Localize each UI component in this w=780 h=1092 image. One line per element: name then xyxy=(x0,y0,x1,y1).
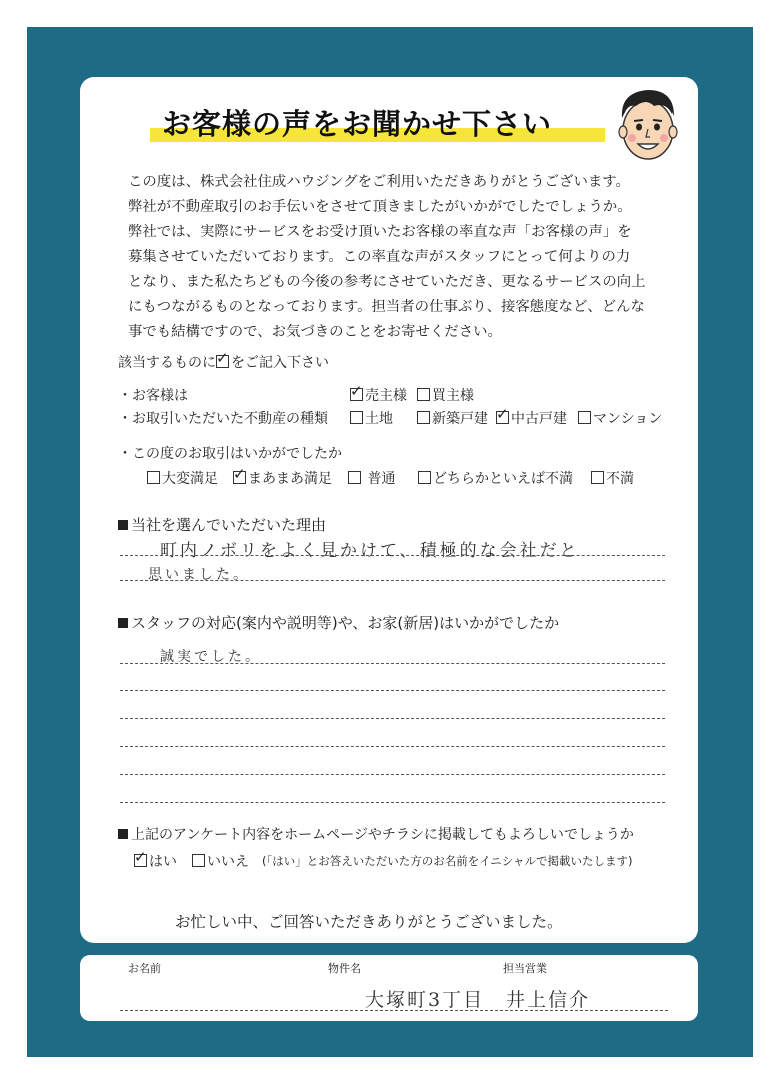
q1-heading xyxy=(118,514,326,535)
thanks-message: お忙しい中、ご回答いただきありがとうございました。 xyxy=(175,913,563,931)
option-no[interactable] xyxy=(192,851,249,871)
q3-heading xyxy=(118,824,634,844)
page-title: お客様の声をお聞かせ下さい xyxy=(162,107,553,141)
square-bullet-icon xyxy=(118,520,128,530)
staff-name-value: 井上信介 xyxy=(506,989,591,1011)
instruction xyxy=(118,352,329,372)
answer-line xyxy=(120,555,665,556)
option-label: 新築戸建 xyxy=(432,411,488,427)
option-label: 不満 xyxy=(606,471,634,487)
intro-line: となり、また私たちどもの今後の参考にさせていただき、更なるサービスの向上 xyxy=(128,274,646,290)
intro-line: この度は、株式会社住成ハウジングをご利用いただきありがとうございます。 xyxy=(128,174,630,190)
instruction-before: 該当するものに xyxy=(118,355,216,371)
satisfaction-label: ・この度のお取引はいかがでしたか xyxy=(118,446,342,462)
answer-line xyxy=(120,718,665,719)
intro-text xyxy=(128,170,688,345)
checkbox-new-house[interactable] xyxy=(417,411,430,424)
staff-label: 担当営業 xyxy=(503,962,547,975)
property-label: ・お取引いただいた不動産の種類 xyxy=(118,411,328,427)
answer-line xyxy=(120,580,665,581)
option-label: どちらかといえば不満 xyxy=(433,471,573,487)
q1-heading-text: 当社を選んでいただいた理由 xyxy=(131,516,327,534)
checkbox-normal[interactable] xyxy=(348,471,361,484)
option-dissatisfied[interactable] xyxy=(591,468,634,488)
checkbox-dissatisfied[interactable] xyxy=(591,471,604,484)
checkbox-no[interactable] xyxy=(192,854,205,867)
property-name-label: 物件名 xyxy=(328,962,361,975)
intro-line: にもつながるものとなっております。担当者の仕事ぶり、接客態度など、どんな xyxy=(128,299,645,315)
option-somewhat-dissatisfied[interactable] xyxy=(418,468,573,488)
mascot-face-icon xyxy=(608,84,688,166)
instruction-after: をご記入下さい xyxy=(231,355,329,371)
footer-line xyxy=(120,1010,668,1011)
option-very-satisfied[interactable] xyxy=(147,468,218,488)
answer-line xyxy=(120,746,665,747)
option-mansion[interactable] xyxy=(578,408,662,428)
customer-label: ・お客様は xyxy=(118,388,188,404)
intro-line: 弊社では、実際にサービスをお受け頂いたお客様の率直な声「お客様の声」を xyxy=(128,224,632,240)
checkbox-yes[interactable] xyxy=(134,854,147,867)
option-label: 土地 xyxy=(365,411,393,427)
q2-heading xyxy=(118,612,559,633)
checkbox-sample-icon xyxy=(216,355,229,368)
q2-answer: 誠実でした。 xyxy=(160,649,262,665)
square-bullet-icon xyxy=(118,618,128,628)
answer-line xyxy=(120,802,665,803)
answer-line xyxy=(120,663,665,664)
checkbox-buyer[interactable] xyxy=(417,388,430,401)
q2-heading-text: スタッフの対応(案内や説明等)や、お家(新居)はいかがでしたか xyxy=(131,614,560,632)
q1-answer-line-2: 思いました。 xyxy=(148,567,250,583)
name-label: お名前 xyxy=(128,962,161,975)
checkbox-used-house[interactable] xyxy=(496,411,509,424)
option-normal[interactable] xyxy=(348,468,395,488)
option-label: 売主様 xyxy=(365,388,407,404)
option-yes[interactable] xyxy=(134,851,177,871)
option-label: マンション xyxy=(593,411,663,427)
intro-line: 事でも結構ですので、お気づきのことをお寄せください。 xyxy=(128,324,502,340)
option-new-house[interactable] xyxy=(417,408,488,428)
checkbox-very-satisfied[interactable] xyxy=(147,471,160,484)
intro-line: 弊社が不動産取引のお手伝いをさせて頂きましたがいかがでしたでしょうか。 xyxy=(128,199,632,215)
checkbox-somewhat-dissatisfied[interactable] xyxy=(418,471,431,484)
option-label: 普通 xyxy=(367,471,396,487)
option-fairly-satisfied[interactable] xyxy=(233,468,332,488)
option-label: 大変満足 xyxy=(162,471,218,487)
title-area xyxy=(150,102,610,148)
answer-line xyxy=(120,690,665,691)
option-label: いいえ xyxy=(207,854,249,870)
option-buyer[interactable] xyxy=(417,385,474,405)
square-bullet-icon xyxy=(118,829,128,839)
option-seller[interactable] xyxy=(350,385,407,405)
q1-answer-line-1: 町内ノボリをよく見かけて、積極的な会社だと xyxy=(160,541,580,561)
answer-line xyxy=(120,774,665,775)
checkbox-fairly-satisfied[interactable] xyxy=(233,471,246,484)
option-label: 中古戸建 xyxy=(511,411,567,427)
option-label: まあまあ満足 xyxy=(248,471,332,487)
intro-line: 募集させていただいております。この率直な声がスタッフにとって何よりの力 xyxy=(128,249,631,265)
checkbox-mansion[interactable] xyxy=(578,411,591,424)
option-label: 買主様 xyxy=(432,388,474,404)
property-name-value: 大塚町3丁目 xyxy=(365,989,485,1011)
option-used-house[interactable] xyxy=(496,408,567,428)
q3-heading-text: 上記のアンケート内容をホームページやチラシに掲載してもよろしいでしょうか xyxy=(131,827,634,843)
q3-note: (「はい」とお答えいただいた方のお名前をイニシャルで掲載いたします) xyxy=(262,854,633,868)
checkbox-land[interactable] xyxy=(350,411,363,424)
option-land[interactable] xyxy=(350,408,393,428)
option-label: はい xyxy=(149,854,177,870)
checkbox-seller[interactable] xyxy=(350,388,363,401)
